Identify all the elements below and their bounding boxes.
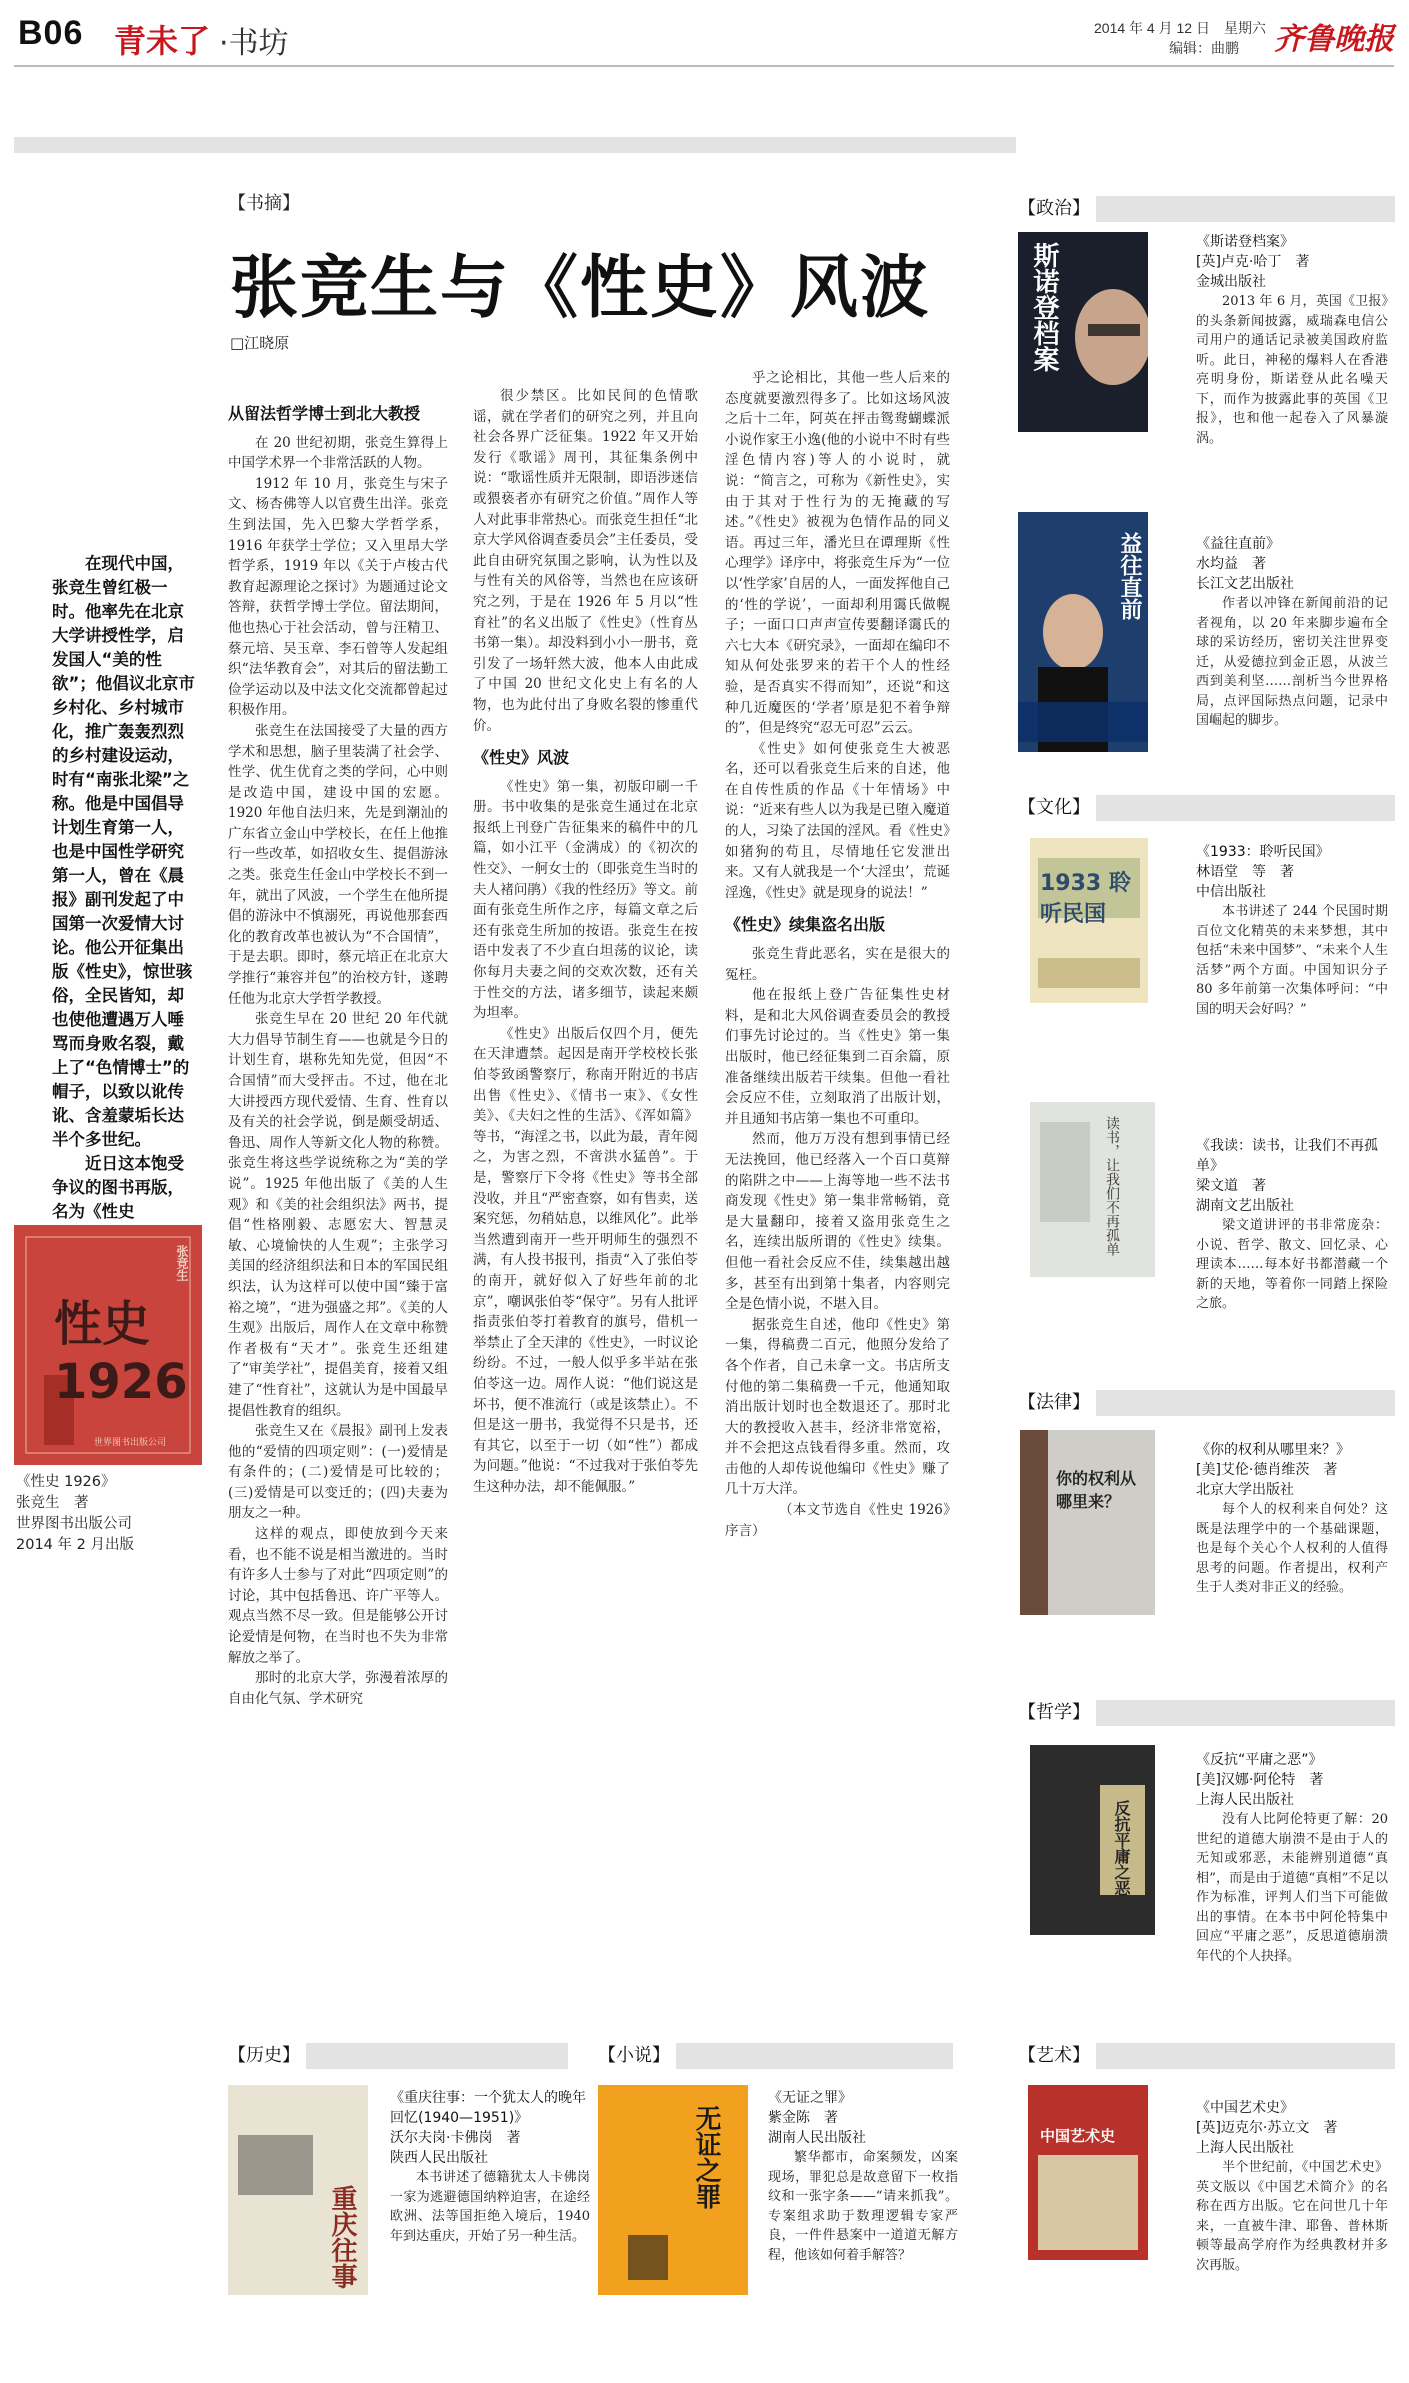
newspaper-logo: 齐鲁晚报 xyxy=(1274,22,1394,57)
book-entry-rights xyxy=(1196,1440,1388,1598)
body-paragraph: 张竞生背此恶名，实在是很大的冤枉。 xyxy=(725,946,950,983)
book-publisher: 陕西人民出版社 xyxy=(390,2150,488,2166)
cover-title: 反抗平庸之恶 xyxy=(1112,1800,1131,1896)
book-author: 水均益 著 xyxy=(1196,556,1266,572)
book-title: 《重庆往事：一个犹太人的晚年回忆(1940—1951)》 xyxy=(390,2090,586,2126)
category-bar-politics xyxy=(1018,196,1395,222)
cover-title: 无证之罪 xyxy=(691,2105,721,2209)
category-bar-history xyxy=(228,2043,568,2069)
category-label: 【历史】 xyxy=(228,2043,306,2069)
body-paragraph: 然而，他万万没有想到事情已经无法挽回，他已经落入一个百口莫辩的陷阱之中——上海等地一些不法书商发现《性史》第一集非常畅销，竟是大量翻印，接着又盗用张竞生之名，连续出版所谓的《性史》续集。但他一看社会反应不佳，续集越出越多，甚至有出到第十集者，内容则完全是色情小说，不堪入目。 xyxy=(725,1131,950,1313)
book-cover-banality xyxy=(1030,1745,1155,1935)
cover-title: 你的权利从哪里来？ xyxy=(1056,1469,1137,1511)
book-author: [英]迈克尔·苏立文 著 xyxy=(1196,2120,1338,2136)
body-paragraph: 1912 年 10 月，张竞生与宋子文、杨杏佛等人以官费生出洋。张竞生到法国，先入巴黎大学哲学系，1916 年获学士学位；又入里昂大学哲学系，1919 年以《关于卢梭古代教育起源理论之探讨》为题通过论文答辩，获哲学博士学位。留法期间，他也热心于社会活动，曾与汪精卫、蔡元培、吴玉章、李石曾等人发起组织“法华教育会”，对其后的留法勤工俭学运动以及中法文化交流都曾起过积极作用。 xyxy=(228,475,448,719)
body-paragraph: 张竞生在法国接受了大量的西方学术和思想，脑子里装满了社会学、性学、优生优育之类的学问，心中则是改造中国，建设中国的宏愿。1920 年他自法归来，先是到潮汕的广东省立金山中学校长，在任上他推行一些改革，如招收女生、提倡游泳之类。张竞生任金山中学校长不到一年，就出了风波，一个学生在他所提倡的游泳中不慎溺死，再说他那套西化的教育改革也被认为“不合国情”，于是去职。即时，蔡元培正在北京大学推行“兼容并包”的治校方针，遂聘任他为北京大学哲学教授。 xyxy=(228,722,448,1007)
subheading: 《性史》风波 xyxy=(473,748,570,768)
caption-line: 《性史 1926》 xyxy=(16,1474,116,1490)
subheading: 从留法哲学博士到北大教授 xyxy=(228,404,421,423)
book-cover-xingshi-1926 xyxy=(14,1225,202,1465)
caption-line: 张竞生 著 xyxy=(16,1495,89,1511)
book-description: 本书讲述了德籍犹太人卡佛岗一家为逃避德国纳粹迫害，在途经欧洲、法等国拒绝入境后，1940 年到达重庆，开始了另一种生活。 xyxy=(390,2170,590,2244)
category-bar-culture xyxy=(1018,795,1395,821)
source-note: （本文节选自《性史 1926》序言） xyxy=(725,1502,950,1539)
book-author: 梁文道 著 xyxy=(1196,1178,1266,1194)
book-author: 紫金陈 著 xyxy=(768,2110,838,2126)
book-description: 2013 年 6 月，英国《卫报》的头条新闻披露，威瑞森电信公司用户的通话记录被美国政府监听。此日，神秘的爆料人在香港亮明身份，斯诺登从此名噪天下，而作为披露此事的英国《卫报》，也和他一起卷入了风暴漩涡。 xyxy=(1196,294,1388,446)
section-subtitle: ·书坊 xyxy=(219,26,289,61)
issue-date: 2014 年 4 月 12 日 星期六 xyxy=(1094,20,1266,36)
cover-art xyxy=(598,2085,748,2295)
category-label: 【政治】 xyxy=(1018,196,1096,222)
body-paragraph: 《性史》第一集，初版印刷一千册。书中收集的是张竞生通过在北京报纸上刊登广告征集来的稿件中的几篇，如小江平（金满成）的《初次的性交》、一舸女士的（即张竞生当时的夫人褚问鹃）《我的性经历》等文。前面有张竞生所作之序，每篇文章之后还有张竞生所加的按语。张竞生在按语中发表了不少直白坦荡的议论，读你每月夫妻之间的交欢次数，还有关于性交的方法，诸多细节，读起来颇为坦率。 xyxy=(473,778,698,1022)
book-title: 《中国艺术史》 xyxy=(1196,2100,1294,2116)
book-entry-snowden xyxy=(1196,232,1388,448)
book-title: 《益往直前》 xyxy=(1196,536,1280,552)
top-gray-band xyxy=(14,137,1016,153)
intro-paragraph: 近日这本饱受争议的图书再版，名为《性史 xyxy=(52,1154,184,1221)
book-publisher: 上海人民出版社 xyxy=(1196,1792,1294,1808)
book-entry-chongqing xyxy=(390,2088,590,2246)
section-title: 青未了 xyxy=(114,23,211,59)
book-description: 半个世纪前，《中国艺术史》英文版以《中国艺术简介》的名称在西方出版。它在问世几十年来，一直被牛津、耶鲁、普林斯顿等最高学府作为经典教材并多次再版。 xyxy=(1196,2160,1388,2273)
book-author: [美]艾伦·德肖维茨 著 xyxy=(1196,1462,1338,1478)
book-publisher: 湖南文艺出版社 xyxy=(1196,1198,1294,1214)
book-description: 梁文道讲评的书非常庞杂：小说、哲学、散文、回忆录、心理读本……每本好书都潜藏一个新的天地，等着你一同踏上探险之旅。 xyxy=(1196,1218,1388,1311)
cover-title: 性史1926 xyxy=(54,1296,188,1410)
category-label: 【文化】 xyxy=(1018,795,1096,821)
book-entry-1933 xyxy=(1196,842,1388,1019)
caption-line: 世界图书出版公司 xyxy=(16,1516,132,1532)
body-paragraph: 很少禁区。比如民间的色情歌谣，就在学者们的研究之列，并且向社会各界广泛征集。1922 年又开始发行《歌谣》周刊，其征集条例中说：“歌谣性质并无限制，即语涉迷信或猥亵者亦有研究之价值。”周作人等人对此事非常热心。而张竞生担任“北京大学风俗调查委员会”主任委员，受此自由研究氛围之影响，认为性以及与性有关的风俗等，当然也在应该研究之列，于是在 1926 年 5 月以“性育社”的名义出版了《性史》（性育丛书第一集）。却没料到小小一册书，竟引发了一场轩然大波，他本人由此成了中国 20 世纪文化史上有名的人物，也为此付出了身败名裂的惨重代价。 xyxy=(473,388,698,734)
book-entry-chinese-art xyxy=(1196,2098,1388,2275)
category-bar-law xyxy=(1018,1390,1395,1416)
cover-title: 中国艺术史 xyxy=(1040,2127,1116,2145)
book-entry-wodu xyxy=(1196,1136,1388,1314)
book-publisher: 长江文艺出版社 xyxy=(1196,576,1294,592)
body-paragraph: 在 20 世纪初期，张竞生算得上中国学术界一个非常活跃的人物。 xyxy=(228,434,448,472)
book-author: [英]卢克·哈丁 著 xyxy=(1196,254,1310,270)
book-description: 没有人比阿伦特更了解：20 世纪的道德大崩溃不是由于人的无知或邪恶，未能辨别道德“真相”，而是由于道德“真相”不足以作为标准，评判人们当下可能做出的事情。在本书中阿伦特集中回应“平庸之恶”，反思道德崩溃年代的个人抉择。 xyxy=(1196,1812,1388,1964)
article-tag: 【书摘】 xyxy=(228,193,300,214)
article-column-3 xyxy=(725,368,950,1541)
book-title: 《反抗“平庸之恶”》 xyxy=(1196,1752,1323,1768)
cover-publisher: 世界图书出版公司 xyxy=(94,1438,167,1448)
book-publisher: 上海人民出版社 xyxy=(1196,2140,1294,2156)
book-description: 作者以冲锋在新闻前沿的记者视角，以 20 年来脚步遍布全球的采访经历，密切关注世界变迁，从爱德拉到金正恩，从波兰西到美利坚……剖析当今世界格局，点评国际热点问题，记录中国崛起的脚步。 xyxy=(1196,596,1388,728)
book-publisher: 湖南人民出版社 xyxy=(768,2130,866,2146)
editor-credit: 编辑：曲鹏 xyxy=(1169,40,1239,56)
book-entry-banality xyxy=(1196,1750,1388,1966)
header-divider xyxy=(14,65,1394,67)
category-label: 【小说】 xyxy=(598,2043,676,2069)
book-title: 《无证之罪》 xyxy=(768,2090,852,2106)
category-label: 【哲学】 xyxy=(1018,1700,1096,1726)
cover-title: 重庆往事 xyxy=(327,2185,357,2289)
category-label: 【法律】 xyxy=(1018,1390,1096,1416)
book-entry-yiwangzhiqian xyxy=(1196,534,1388,731)
book-description: 每个人的权利来自何处？这既是法理学中的一个基础课题，也是每个关心个人权利的人值得思考的问题。作者提出，权利产生于人类对非正义的经验。 xyxy=(1196,1502,1388,1595)
article-column-2 xyxy=(473,386,698,1497)
cover-title: 益往直前 xyxy=(1117,532,1142,620)
category-bar-fiction xyxy=(598,2043,953,2069)
body-paragraph: 这样的观点，即使放到今天来看，也不能不说是相当激进的。当时有许多人士参与了对此“四项定则”的讨论，其中包括鲁迅、许广平等人。观点当然不尽一致。但是能够公开讨论爱情是何物，在当时也不失为非常解放之举了。 xyxy=(228,1526,448,1666)
book-title: 《你的权利从哪里来？》 xyxy=(1196,1442,1350,1458)
body-paragraph: 张竞生早在 20 世纪 20 年代就大力倡导节制生育——也就是今日的计划生育，堪称先知先觉，但因“不合国情”而大受抨击。不过，他在北大讲授西方现代爱情、生育、性育以及有关的社会学说，倒是颇受胡适、鲁迅、周作人等新文化人物的称赞。张竞生将这些学说统称之为“美的学说”。1925 年他出版了《美的人生观》和《美的社会组织法》两书，提倡“性格刚毅、志愿宏大、智慧灵敏、心境愉快的人生观”；主张学习美国的经济组织法和日本的军国民组织法，认为这样可以使中国“臻于富裕之境”，“进为强盛之邦”。《美的人生观》出版后，周作人在文章中称赞作者极有“天才”。张竞生还组建了“审美学社”，提倡美育，接着又组建了“性育社”，这就认为是中国最早提倡性教育的组织。 xyxy=(228,1011,448,1419)
cover-art xyxy=(1030,1102,1155,1277)
cover-art xyxy=(1030,1745,1155,1935)
cover-art xyxy=(1028,2085,1148,2260)
category-bar-philosophy xyxy=(1018,1700,1395,1726)
body-paragraph: 《性史》出版后仅四个月，便先在天津遭禁。起因是南开学校校长张伯苓致函警察厅，称南开附近的书店出售《性史》、《情书一束》、《女性美》、《夫妇之性的生活》、《浑如篇》等书，“海淫之书，以此为最，青年阅之，为害之烈，不啻洪水猛兽”。于是，警察厅下令将《性史》等书全部没收，并且“严密查察，如有售卖，送案究惩，勿稍姑息，以维风化”。此举当然遭到南开一些开明师生的强烈不满，有人投书报刊，指责“入了张伯苓的南开，就好似入了好些年前的北京”，嘲讽张伯苓“保守”。另有人批评指责张伯苓打着教育的旗号，借机一举禁止了全天津的《性史》，一时议论纷纷。不过，一般人似乎多半站在张伯苓这一边。周作人说：“他们说这是坏书，便不准流行（或是该禁止）。不但是这一册书，我觉得不只是书，还有其它，以至于一切（如“性”）都成为问题。”他说：“不过我对于张伯苓先生这种办法，却不能佩服。” xyxy=(473,1025,698,1495)
book-cover-wodu xyxy=(1030,1102,1155,1277)
body-paragraph: 他在报纸上登广告征集性史材料，是和北大风俗调查委员会的教授们事先讨论过的。当《性史》第一集出版时，他已经征集到二百余篇，原准备继续出版若干续集。但他一看社会反应不佳，立刻取消了出版计划，并且通知书店第一集也不可重印。 xyxy=(725,987,950,1127)
article-byline: □江晓原 xyxy=(230,334,290,352)
book-entry-wuzhengzhizui xyxy=(768,2088,958,2265)
body-paragraph: 乎之论相比，其他一些人后来的态度就要激烈得多了。比如这场风波之后十二年，阿英在抨击鸳鸯蝴蝶派小说作家王小逸(他的小说中不时有些淫色情内容)等人的小说时，就说：“简言之，可称为《新性史》，实由于其对于性行为的无掩藏的写述。”《性史》被视为色情作品的同义语。再过三年，潘光旦在谭理斯《性心理学》译序中，将张竞生斥为“一位以‘性学家’自居的人，一面发挥他自己的‘性的学说’，一面却利用霭氏做幌子；一面口口声声宣传要翻译霭氏的六七大本《研究录》，一面却在编印不知从何处张罗来的若干个人的性经验，是否真实不得而知”，还说“和这种几近魔医的‘学者’原是犯不着争辩的”，但是终究“忍无可忍”云云。 xyxy=(725,370,950,737)
masthead xyxy=(14,14,1404,62)
article-column-1 xyxy=(228,398,448,1709)
book-author: [美]汉娜·阿伦特 著 xyxy=(1196,1772,1324,1788)
book-author: 林语堂 等 著 xyxy=(1196,864,1294,880)
category-label: 【艺术】 xyxy=(1018,2043,1096,2069)
body-paragraph: 据张竞生自述，他印《性史》第一集，得稿费二百元，他照分发给了各个作者，自己未拿一文。书店所支付他的第二集稿费一千元，他通知取消出版计划时也全数退还了。那时北大的教授收入甚丰，经济非常宽裕，并不会把这点钱看得多重。然而，攻击他的人却传说他编印《性史》赚了几十万大洋。 xyxy=(725,1316,950,1498)
book-publisher: 金城出版社 xyxy=(1196,274,1266,290)
caption-line: 2014 年 2 月出版 xyxy=(16,1537,134,1553)
cover-title: 读书，让我们不再孤单 xyxy=(1104,1116,1120,1256)
book-cover-chongqing xyxy=(228,2085,368,2295)
book-author: 沃尔夫岗·卡佛岗 著 xyxy=(390,2130,521,2146)
book-publisher: 北京大学出版社 xyxy=(1196,1482,1294,1498)
intro-paragraph: 在现代中国，张竞生曾红极一时。他率先在北京大学讲授性学，启发国人“美的性欲”；他倡议北京市乡村化、乡村城市化，推广轰轰烈烈的乡村建设运动，时有“南张北梁”之称。他是中国倡导计划生育第一人，也是中国性学研究第一人，曾在《晨报》副刊发起了中国第一次爱情大讨论。他公开征集出版《性史》，惊世骇俗，全民皆知，却也使他遭遇万人唾骂而身败名裂，戴上了“色情博士”的帽子，以致以讹传讹、含羞蒙垢长达半个多世纪。 xyxy=(52,554,195,1149)
book-title: 《1933：聆听民国》 xyxy=(1196,844,1330,860)
book-cover-wuzhengzhizui xyxy=(598,2085,748,2295)
subheading: 《性史》续集盗名出版 xyxy=(725,915,886,935)
book-cover-chinese-art xyxy=(1028,2085,1148,2260)
body-paragraph: 张竞生又在《晨报》副刊上发表他的“爱情的四项定则”：(一)爱情是有条件的；(二)爱情是可比较的；(三)爱情是可以变迁的；(四)夫妻为朋友之一种。 xyxy=(228,1423,448,1522)
book-description: 繁华都市，命案频发，凶案现场，罪犯总是故意留下一枚指纹和一张字条——“请来抓我”。专案组求助于数理逻辑专家严良，一件件悬案中一道道无解方程，他该如何着手解答？ xyxy=(768,2150,958,2263)
book-description: 本书讲述了 244 个民国时期百位文化精英的未来梦想，其中包括“未来中国梦”、“未来个人生活梦”两个方面。中国知识分子 80 多年前第一次集体呼问：“中国的明天会好吗？” xyxy=(1196,904,1388,1017)
article-headline: 张竞生与《性史》风波 xyxy=(230,249,931,328)
article-intro xyxy=(52,552,200,1248)
book-cover-1933 xyxy=(1030,838,1148,1003)
book-title: 《斯诺登档案》 xyxy=(1196,234,1294,250)
body-paragraph: 《性史》如何使张竞生大被恶名，还可以看张竞生后来的自述，他在自传性质的作品《十年情场》中说：“近来有些人以为我是已堕入魔道的人，习染了法国的淫风。看《性史》如猪狗的苟且，尽情地任它发泄出来。又有人就我是一个‘大淫虫’，荒诞淫逸，《性史》就是现身的说法！” xyxy=(725,740,950,901)
body-paragraph: 那时的北京大学，弥漫着浓厚的自由化气氛、学术研究 xyxy=(228,1670,448,1707)
book-cover-rights xyxy=(1020,1430,1155,1615)
category-bar-art xyxy=(1018,2043,1395,2069)
book-publisher: 中信出版社 xyxy=(1196,884,1266,900)
book-caption xyxy=(16,1472,134,1556)
cover-author: 张竞生 xyxy=(175,1245,189,1281)
book-title: 《我读：读书，让我们不再孤单》 xyxy=(1196,1138,1378,1174)
page-number: B06 xyxy=(18,14,84,52)
cover-title: 斯诺登档案 xyxy=(1029,242,1059,372)
book-cover-yiwangzhiqian xyxy=(1018,512,1148,752)
cover-title: 1933 聆听民国 xyxy=(1040,871,1131,927)
cover-art xyxy=(1020,1430,1155,1615)
book-cover-snowden xyxy=(1018,232,1148,432)
